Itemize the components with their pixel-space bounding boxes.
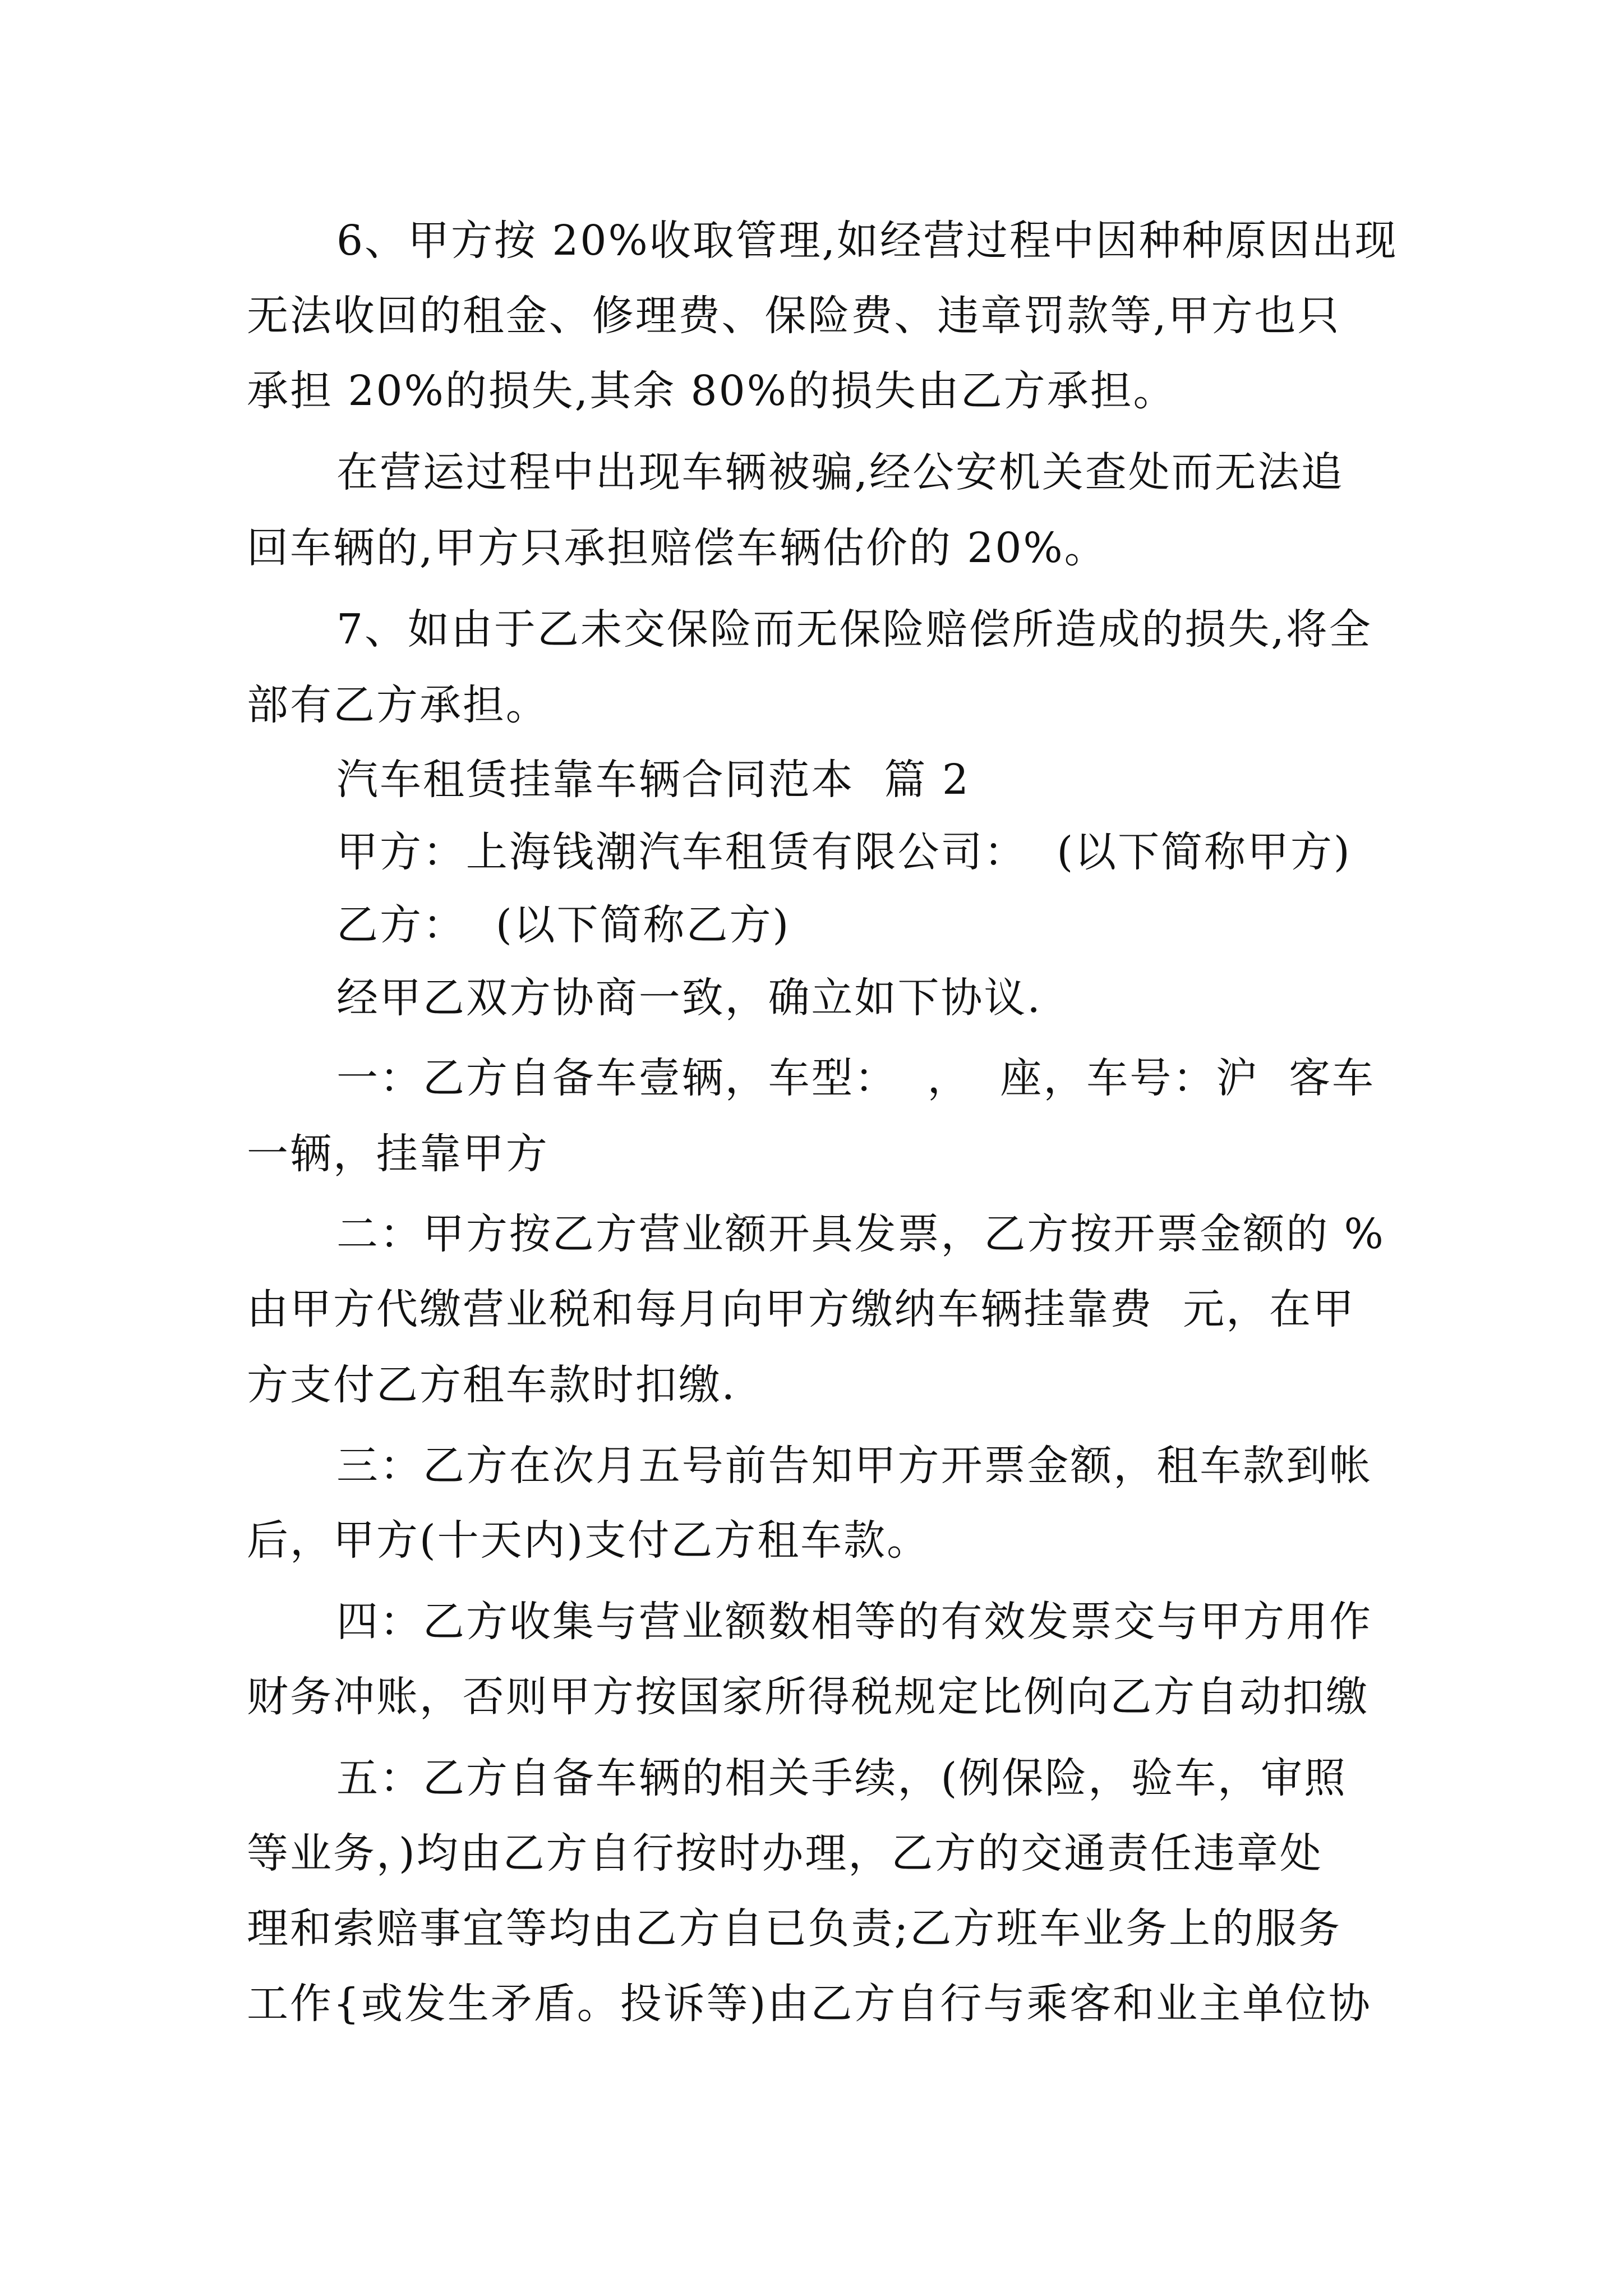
- clause-4-line-2: 财务冲账，否则甲方按国家所得税规定比例向乙方自动扣缴: [247, 1673, 1369, 1721]
- clause-6-line-2: 无法收回的租金、修理费、保险费、违章罚款等,甲方也只: [247, 292, 1341, 340]
- fraud-clause-line-2: 回车辆的,甲方只承担赔偿车辆估价的 20%。: [247, 524, 1108, 572]
- clause-5-line-2: 等业务，)均由乙方自行按时办理，乙方的交通责任违章处: [247, 1829, 1323, 1878]
- clause-7-line-1: 7、如由于乙未交保险而无保险赔偿所造成的损失,将全: [336, 605, 1372, 654]
- clause-5-line-1: 五：乙方自备车辆的相关手续，(例保险，验车，审照: [336, 1754, 1347, 1802]
- clause-2-line-3: 方支付乙方租车款时扣缴.: [247, 1361, 737, 1409]
- clause-6-line-3: 承担 20%的损失,其余 80%的损失由乙方承担。: [247, 367, 1177, 415]
- clause-4-line-1: 四：乙方收集与营业额数相等的有效发票交与甲方用作: [336, 1598, 1373, 1646]
- clause-1-line-2: 一辆，挂靠甲方: [247, 1130, 549, 1178]
- clause-2-line-2: 由甲方代缴营业税和每月向甲方缴纳车辆挂靠费 元，在甲: [247, 1285, 1355, 1333]
- section-heading: 汽车租赁挂靠车辆合同范本 篇 2: [336, 756, 970, 804]
- clause-5-line-3: 理和索赔事宜等均由乙方自已负责;乙方班车业务上的服务: [247, 1904, 1341, 1953]
- clause-5-line-4: 工作{或发生矛盾。投诉等)由乙方自行与乘客和业主单位协: [247, 1980, 1372, 2028]
- clause-7-line-2: 部有乙方承担。: [247, 681, 549, 729]
- party-a-line: 甲方：上海钱潮汽车租赁有限公司： (以下简称甲方): [336, 828, 1352, 876]
- party-b-line: 乙方： (以下简称乙方): [336, 901, 791, 949]
- fraud-clause-line-1: 在营运过程中出现车辆被骗,经公安机关查处而无法追: [336, 448, 1344, 496]
- clause-3-line-2: 后，甲方(十天内)支付乙方租车款。: [247, 1516, 930, 1565]
- clause-6-line-1: 6、甲方按 20%收取管理,如经营过程中因种种原因出现: [336, 217, 1398, 265]
- clause-2-line-1: 二：甲方按乙方营业额开具发票，乙方按开票金额的 %: [336, 1210, 1385, 1258]
- clause-3-line-1: 三：乙方在次月五号前告知甲方开票金额，租车款到帐: [336, 1442, 1373, 1490]
- clause-1-line-1: 一：乙方自备车壹辆，车型： ， 座，车号：沪 客车: [336, 1054, 1376, 1102]
- agreement-intro-line: 经甲乙双方协商一致，确立如下协议.: [336, 974, 1042, 1022]
